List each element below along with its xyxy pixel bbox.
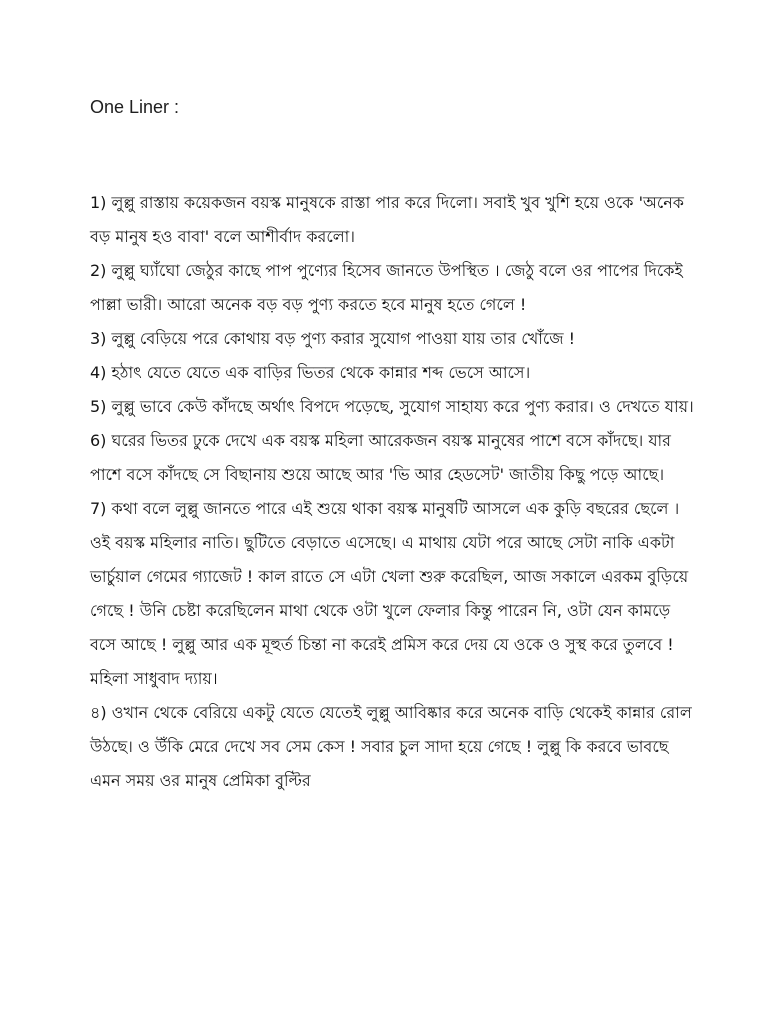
paragraph-4: 4) হঠাৎ যেতে যেতে এক বাড়ির ভিতর থেকে কান্নার শব্দ ভেসে আসে। [90,363,531,382]
paragraph-3: 3) লুল্লু বেড়িয়ে পরে কোথায় বড় পুণ্য করার সুযোগ পাওয়া যায় তার খোঁজে ! [90,329,576,348]
paragraph-7: 7) কথা বলে লুল্লু জানতে পারে এই শুয়ে থাকা বয়স্ক মানুষটি আসলে এক কুড়ি বছরের ছেলে । ওই বয়স্ক মহিলার নাতি। ছুটিতে বেড়াতে এসেছে। এ মাথায় যেটা পরে আছে সেটা নাকি একটা ভার্চুয়াল গেমের গ্যাজেট ! কাল রাতে সে এটা খেলা শুরু করেছিল, আজ সকালে এরকম বুড়িয়ে গেছে ! উনি চেষ্টা করেছিলেন মাথা থেকে ওটা খুলে ফেলার কিন্তু পারেন নি, ওটা যেন কামড়ে বসে আছে ! লুল্লু আর এক মূহুর্ত চিন্তা না করেই প্রমিস করে দেয় যে ওকে ও সুস্থ করে তুলবে ! মহিলা সাধুবাদ দ্যায়। [90,499,689,688]
paragraph-8: ৪) ওখান থেকে বেরিয়ে একটু যেতে যেতেই লুল্লু আবিষ্কার করে অনেক বাড়ি থেকেই কান্নার রোল উঠছে। ও উঁকি মেরে দেখে সব সেম কেস ! সবার চুল সাদা হয়ে গেছে ! লুল্লু কি করবে ভাবছে এমন সময় ওর মানুষ প্রেমিকা বুল্টির [90,703,692,790]
paragraph-6: 6) ঘরের ভিতর ঢুকে দেখে এক বয়স্ক মহিলা আরেকজন বয়স্ক মানুষের পাশে বসে কাঁদছে। যার পাশে বসে কাঁদছে সে বিছানায় শুয়ে আছে আর 'ভি আর হেডসেট' জাতীয় কিছু পড়ে আছে। [90,431,671,484]
paragraph-5: 5) লুল্লু ভাবে কেউ কাঁদছে অর্থাৎ বিপদে পড়েছে, সুযোগ সাহায্য করে পুণ্য করার। ও দেখতে যায়। [90,397,694,416]
paragraph-2: 2) লুল্লু ঘ্যাঁঘো জেঠুর কাছে পাপ পুণ্যের হিসেব জানতে উপস্থিত । জেঠু বলে ওর পাপের দিকেই পাল্লা ভারী। আরো অনেক বড় বড় পুণ্য করতে হবে মানুষ হতে গেলে ! [90,261,683,314]
page-title: One Liner : [90,97,180,117]
paragraph-1: 1) লুল্লু রাস্তায় কয়েকজন বয়স্ক মানুষকে রাস্তা পার করে দিলো। সবাই খুব খুশি হয়ে ওকে 'অনেক বড় মানুষ হও বাবা' বলে আশীর্বাদ করলো। [90,193,685,246]
